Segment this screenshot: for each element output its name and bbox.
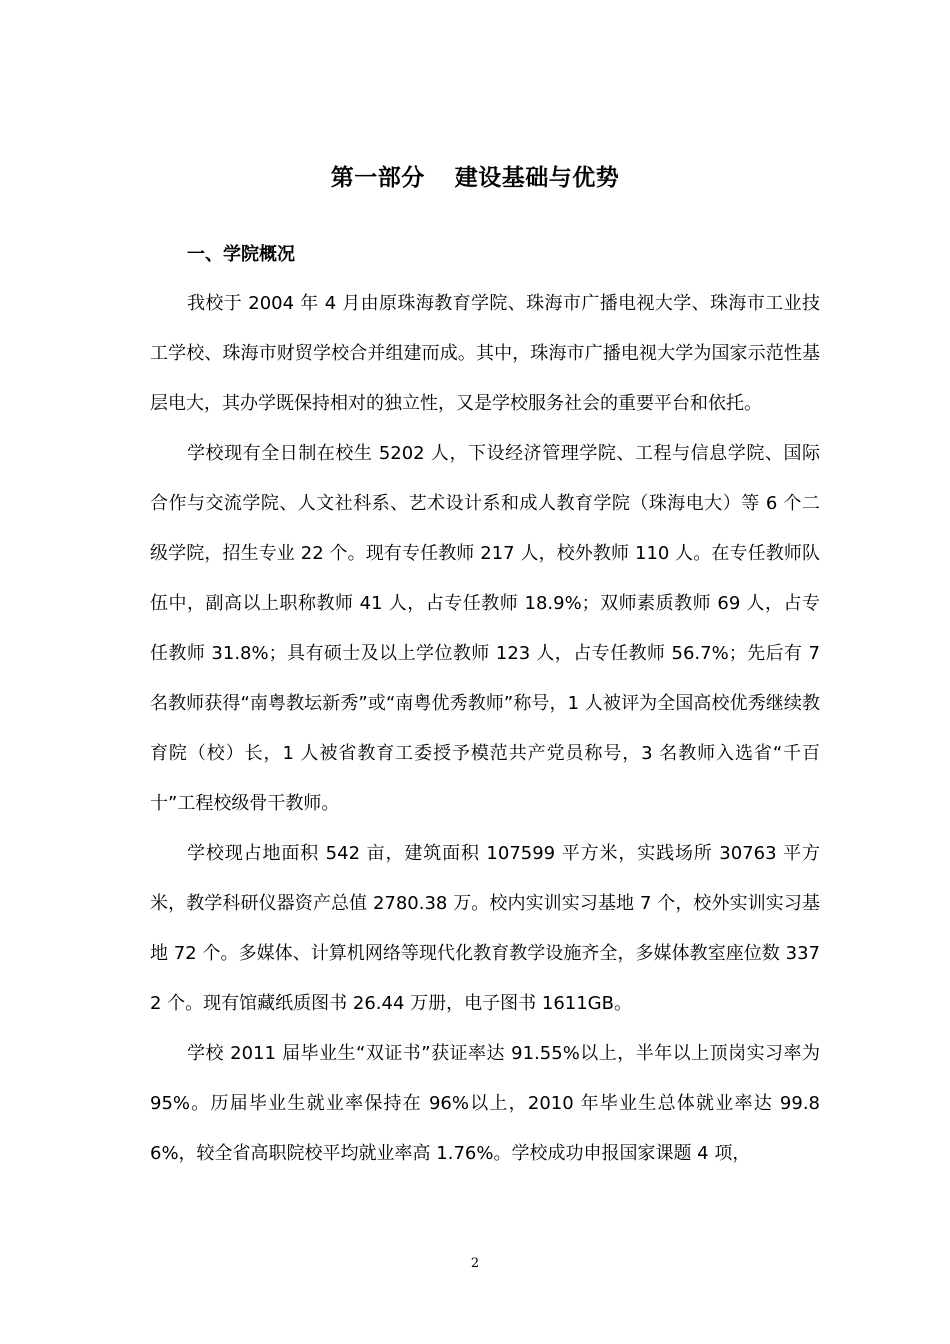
body-text — [150, 279, 820, 1179]
paragraph-graduates: 学校 2011 届毕业生“双证书”获证率达 91.55%以上，半年以上顶岗实习率为 95%。历届毕业生就业率保持在 96%以上，2010 年毕业生总体就业率达 99.86%，较全省高职院校平均就业率高 1.76%。学校成功申报国家课题 4 项， — [150, 1043, 820, 1164]
section-heading: 一、学院概况 — [187, 244, 295, 265]
title-main: 建设基础与优势 — [454, 165, 620, 191]
paragraph-overview: 我校于 2004 年 4 月由原珠海教育学院、珠海市广播电视大学、珠海市工业技工学校、珠海市财贸学校合并组建而成。其中，珠海市广播电视大学为国家示范性基层电大，其办学既保持相对的独立性，又是学校服务社会的重要平台和依托。 — [150, 293, 820, 414]
title-part: 第一部分 — [330, 165, 425, 191]
page-title — [0, 160, 950, 196]
page-number: 2 — [470, 1256, 480, 1271]
paragraph-staff: 学校现有全日制在校生 5202 人，下设经济管理学院、工程与信息学院、国际合作与交流学院、人文社科系、艺术设计系和成人教育学院（珠海电大）等 6 个二级学院，招生专业 22 个。现有专任教师 217 人，校外教师 110 人。在专任教师队伍中，副高以上职称教师 41 人，占专任教师 18.9%；双师素质教师 69 人，占专任教师 31.8%；具有硕士及以上学位教师 123 人，占专任教师 56.7%；先后有 7 名教师获得“南粤教坛新秀”或“南粤优秀教师”称号，1 人被评为全国高校优秀继续教育院（校）长，1 人被省教育工委授予模范共产党员称号，3 名教师入选省“千百十”工程校级骨干教师。 — [150, 443, 820, 814]
paragraph-facilities: 学校现占地面积 542 亩，建筑面积 107599 平方米，实践场所 30763 平方米，教学科研仪器资产总值 2780.38 万。校内实训实习基地 7 个，校外实训实习基地 72 个。多媒体、计算机网络等现代化教育教学设施齐全，多媒体教室座位数 3372 个。现有馆藏纸质图书 26.44 万册，电子图书 1611GB。 — [150, 843, 820, 1014]
